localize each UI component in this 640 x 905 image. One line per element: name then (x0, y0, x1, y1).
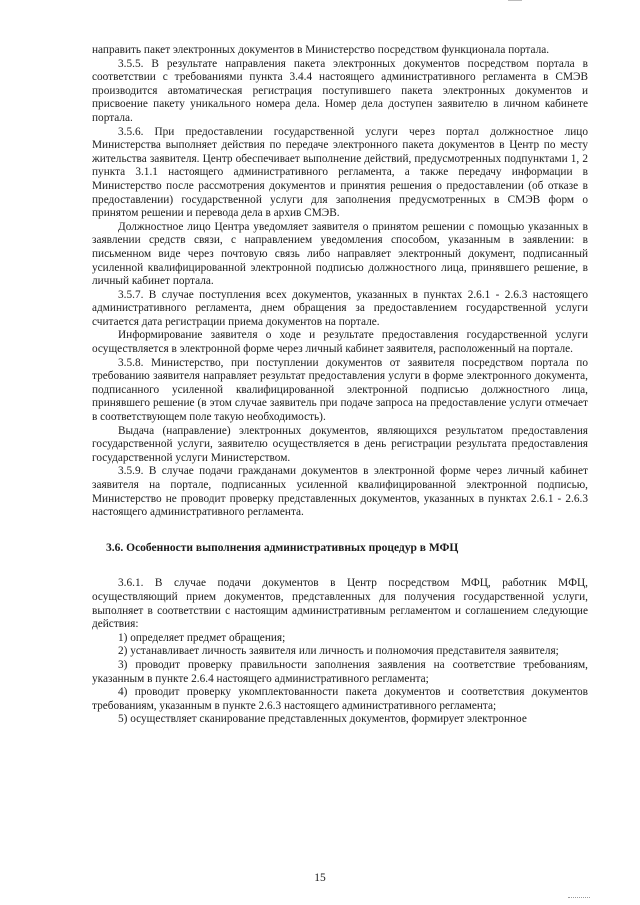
list-item-5: 5) осуществляет сканирование представленных документов, формирует электронное (118, 713, 527, 726)
list-item-2: 2) устанавливает личность заявителя или личность и полномочия представителя заявителя; (118, 645, 559, 658)
scan-artifact-bottom (568, 897, 590, 900)
paragraph-continuation: направить пакет электронных документов в Министерство посредством функционала портала. (92, 44, 550, 56)
paragraph-3-5-5: 3.5.5. В результате направления пакета электронных документов посредством портала в соответствии с требованиями пункта 3.4.4 настоящего административного регламента в СМЭВ производится автоматическая регистрация поступившего пакета электронных документов и присвоение пакету уникального номера дела. Номер дела доступен заявителю в личном кабинете портала. (92, 57, 588, 124)
document-body (92, 44, 588, 727)
scan-artifact-top (508, 0, 522, 4)
paragraph-3-5-7: 3.5.7. В случае поступления всех документов, указанных в пунктах 2.6.1 - 2.6.3 настоящего административного регламента, днем обращения за предоставлением государственной услуги считается дата регистрации приема документов на портале. (92, 288, 588, 328)
paragraph-informing: Информирование заявителя о ходе и результате предоставления государственной услуги осуществляется в электронной форме через личный кабинет заявителя, расположенный на портале. (92, 329, 588, 356)
paragraph-issuance: Выдача (направление) электронных документов, являющихся результатом предоставления государственной услуги, заявителю осуществляется в день регистрации результата предоставления государственной услуги Министерством. (92, 424, 588, 464)
list-item-3: 3) проводит проверку правильности заполнения заявления на соответствие требованиям, указанным в пункте 2.6.4 настоящего административного регламента; (92, 658, 588, 685)
section-heading: 3.6. Особенности выполнения административных процедур в МФЦ (106, 541, 459, 554)
paragraph-3-6-1: 3.6.1. В случае подачи документов в Центр посредством МФЦ, работник МФЦ, осуществляющий прием документов, представленных для получения государственной услуги, выполняет в соответствии с настоящим административным регламентом и соглашением следующие действия: (92, 577, 588, 631)
page-number: 15 (314, 872, 326, 884)
list-item-1: 1) определяет предмет обращения; (118, 631, 286, 644)
paragraph-3-5-8: 3.5.8. Министерство, при поступлении документов от заявителя посредством портала по требованию заявителя направляет результат предоставления услуги в форме электронного документа, подписанного усиленной квалифицированной электронной подписью должностного лица, принявшего решение (в этом случае заявитель при подаче запроса на предоставление услуги отмечает в соответствующем поле такую необходимость). (92, 356, 588, 424)
paragraph-3-5-9: 3.5.9. В случае подачи гражданами документов в электронной форме через личный кабинет заявителя на портале, подписанных усиленной квалифицированной электронной подписью, Министерство не проводит проверку представленных документов, указанных в пунктах 2.6.1 - 2.6.3 настоящего административного регламента. (92, 465, 588, 519)
list-item-4: 4) проводит проверку укомплектованности пакета документов и соответствия документов требованиям, указанным в пункте 2.6.3 настоящего административного регламента; (92, 686, 588, 712)
paragraph-center-notification: Должностное лицо Центра уведомляет заявителя о принятом решении с помощью указанных в заявлении средств связи, с направлением уведомления способом, указанным в заявлении: в письменном виде через почтовую связь либо направляет электронный документ, подписанный усиленной квалифицированной электронной подписью должностного лица, принявшего решение, в личный кабинет портала. (92, 220, 588, 288)
paragraph-3-5-6: 3.5.6. При предоставлении государственной услуги через портал должностное лицо Министерства выполняет действия по передаче электронного пакета документов в Центр по месту жительства заявителя. Центр обеспечивает выполнение действий, предусмотренных подпунктами 1, 2 пункта 3.1.1 настоящего административного регламента, а также передачу информации в Министерство после рассмотрения документов и принятия решения о предоставлении (об отказе в предоставлении) государственной услуги для заполнения предусмотренных в СМЭВ форм о принятом решении и перевода дела в архив СМЭВ. (92, 125, 588, 220)
